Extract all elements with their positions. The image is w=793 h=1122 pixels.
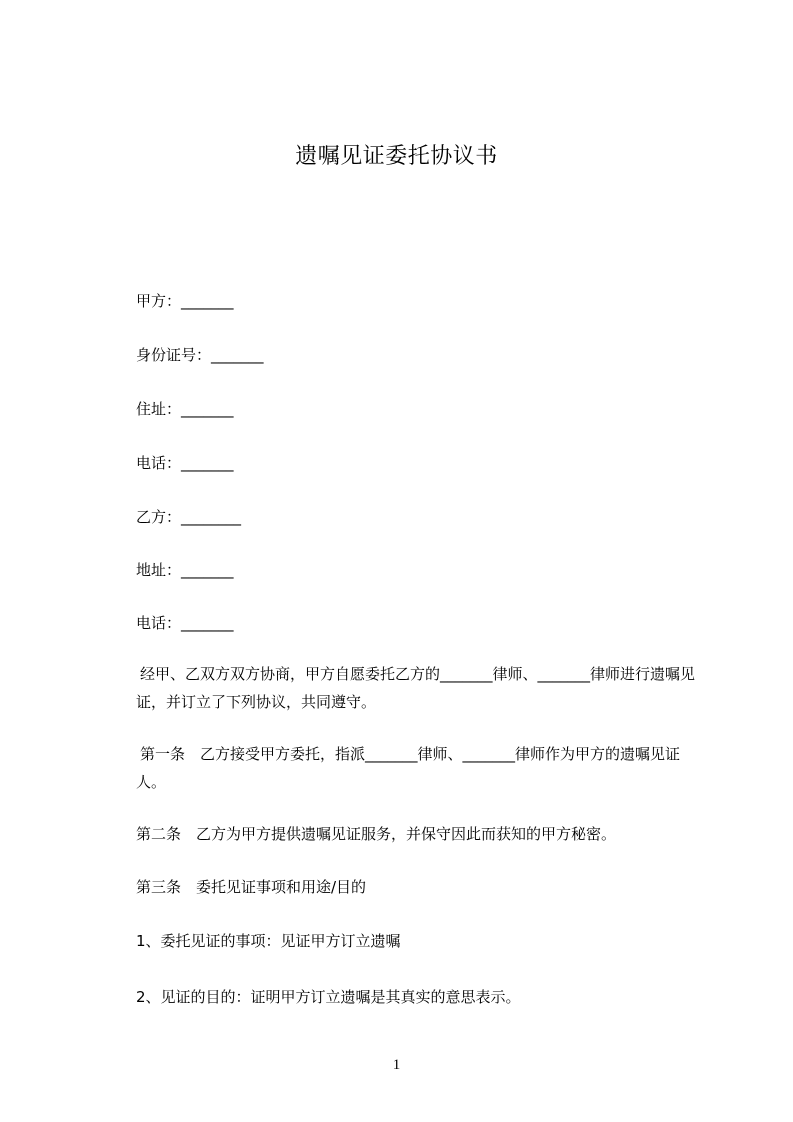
party-a-phone-field: 电话：_______ — [136, 454, 234, 472]
party-a-address-field: 住址：_______ — [136, 400, 234, 418]
party-b-address-field: 地址：_______ — [136, 561, 234, 579]
document-title: 遗嘱见证委托协议书 — [295, 144, 498, 169]
party-b-name-field: 乙方：________ — [136, 508, 242, 526]
article-3-item-2: 2、见证的目的：证明甲方订立遗嘱是其真实的意思表示。 — [136, 988, 521, 1006]
party-b-phone-field: 电话：_______ — [136, 614, 234, 632]
article-1-paragraph: 第一条 乙方接受甲方委托，指派_______律师、_______律师作为甲方的遗嘱见证人。 — [136, 745, 681, 791]
article-3-item-1: 1、委托见证的事项：见证甲方订立遗嘱 — [136, 932, 401, 950]
preamble-paragraph: 经甲、乙双方双方协商，甲方自愿委托乙方的_______律师、_______律师进行遗嘱见证，并订立了下列协议，共同遵守。 — [136, 665, 696, 711]
party-a-id-number-field: 身份证号：_______ — [136, 346, 264, 364]
page-number: 1 — [392, 1057, 401, 1073]
party-a-name-field: 甲方：_______ — [136, 292, 234, 310]
article-3-heading: 第三条 委托见证事项和用途/目的 — [136, 878, 367, 896]
article-2-paragraph: 第二条 乙方为甲方提供遗嘱见证服务，并保守因此而获知的甲方秘密。 — [136, 825, 617, 843]
